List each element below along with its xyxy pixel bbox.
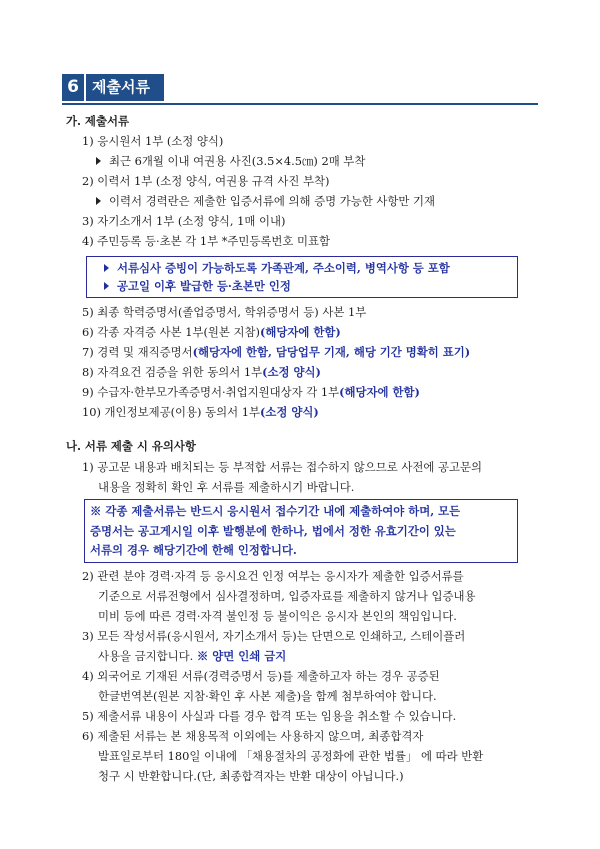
paragraph-line: 미비 등에 따른 경력·자격 불인정 등 불이익은 응시자 본인의 책임입니다. [98,609,457,623]
paragraph-line: 2) 관련 분야 경력·자격 등 응시요건 인정 여부는 응시자가 제출한 입증서류를 [82,569,464,583]
list-item: 최근 6개월 이내 여권용 사진(3.5×4.5㎝) 2매 부착 [96,153,365,169]
list-item: 1) 응시원서 1부 (소정 양식) [82,134,224,148]
warning-line: ※ 각종 제출서류는 반드시 응시원서 접수기간 내에 제출하여야 하며, 모든 [90,504,461,518]
warning-line: 증명서는 공고게시일 이후 발행분에 한하나, 법에서 정한 유효기간이 있는 [90,524,456,538]
section-title: 제출서류 [86,74,164,101]
list-item: 7) 경력 및 재직증명서(해당자에 한함, 담당업무 기재, 해당 기간 명확히 표기) [82,345,471,359]
list-item: 2) 이력서 1부 (소정 양식, 여권용 규격 사진 부착) [82,174,330,188]
paragraph-line: 기준으로 서류전형에서 심사결정하며, 입증자료를 제출하지 않거나 입증내용 [98,589,476,603]
paragraph-line: 발표일로부터 180일 이내에 「채용절차의 공정화에 관한 법률」 에 따라 반환 [98,749,484,763]
section-divider [62,103,538,105]
paragraph-line: 청구 시 반환합니다.(단, 최종합격자는 반환 대상이 아닙니다.) [98,769,404,783]
list-item: 8) 자격요건 검증을 위한 동의서 1부(소정 양식) [82,365,321,379]
paragraph-line: 3) 모든 작성서류(응시원서, 자기소개서 등)는 단면으로 인쇄하고, 스테이플러 [82,629,466,643]
section-number: 6 [62,74,84,101]
paragraph-line: 4) 외국어로 기재된 서류(경력증명서 등)를 제출하고자 하는 경우 공증된 [82,669,440,683]
paragraph-line: 내용을 정확히 확인 후 서류를 제출하시기 바랍니다. [98,480,355,494]
bullet-icon [96,197,101,205]
list-item: 9) 수급자·한부모가족증명서·취업지원대상자 각 1부(해당자에 한함) [82,385,420,399]
part-b-heading: 나. 서류 제출 시 유의사항 [66,439,196,453]
list-item: 이력서 경력란은 제출한 입증서류에 의해 증명 가능한 사항만 기재 [96,193,435,209]
paragraph-line: 한글번역본(원본 지참·확인 후 사본 제출)을 함께 첨부하여야 합니다. [98,689,437,703]
paragraph-line: 1) 공고문 내용과 배치되는 등 부적합 서류는 접수하지 않으므로 사전에 공고문의 [82,460,483,474]
list-item: 3) 자기소개서 1부 (소정 양식, 1매 이내) [82,214,286,228]
bullet-icon [104,282,109,290]
double-sided-print-notice: ※ 양면 인쇄 금지 [196,649,287,663]
paragraph-line: 사용을 금지합니다. ※ 양면 인쇄 금지 [98,649,287,663]
list-item: 4) 주민등록 등·초본 각 1부 *주민등록번호 미표함 [82,234,331,248]
notice-line: 서류심사 증빙이 가능하도록 가족관계, 주소이력, 병역사항 등 포함 [104,260,450,276]
list-item: 10) 개인정보제공(이용) 동의서 1부(소정 양식) [82,405,319,419]
list-item: 6) 각종 자격증 사본 1부(원본 지참)(해당자에 한함) [82,325,341,339]
list-item: 5) 최종 학력증명서(졸업증명서, 학위증명서 등) 사본 1부 [82,305,367,319]
part-a-heading: 가. 제출서류 [66,114,129,128]
bullet-icon [96,157,101,165]
bullet-icon [104,264,109,272]
paragraph-line: 6) 제출된 서류는 본 채용목적 이외에는 사용하지 않으며, 최종합격자 [82,729,424,743]
paragraph-line: 5) 제출서류 내용이 사실과 다를 경우 합격 또는 임용을 취소할 수 있습니다. [82,709,457,723]
notice-line: 공고일 이후 발급한 등·초본만 인정 [104,278,291,294]
warning-line: 서류의 경우 해당기간에 한해 인정합니다. [90,543,297,557]
